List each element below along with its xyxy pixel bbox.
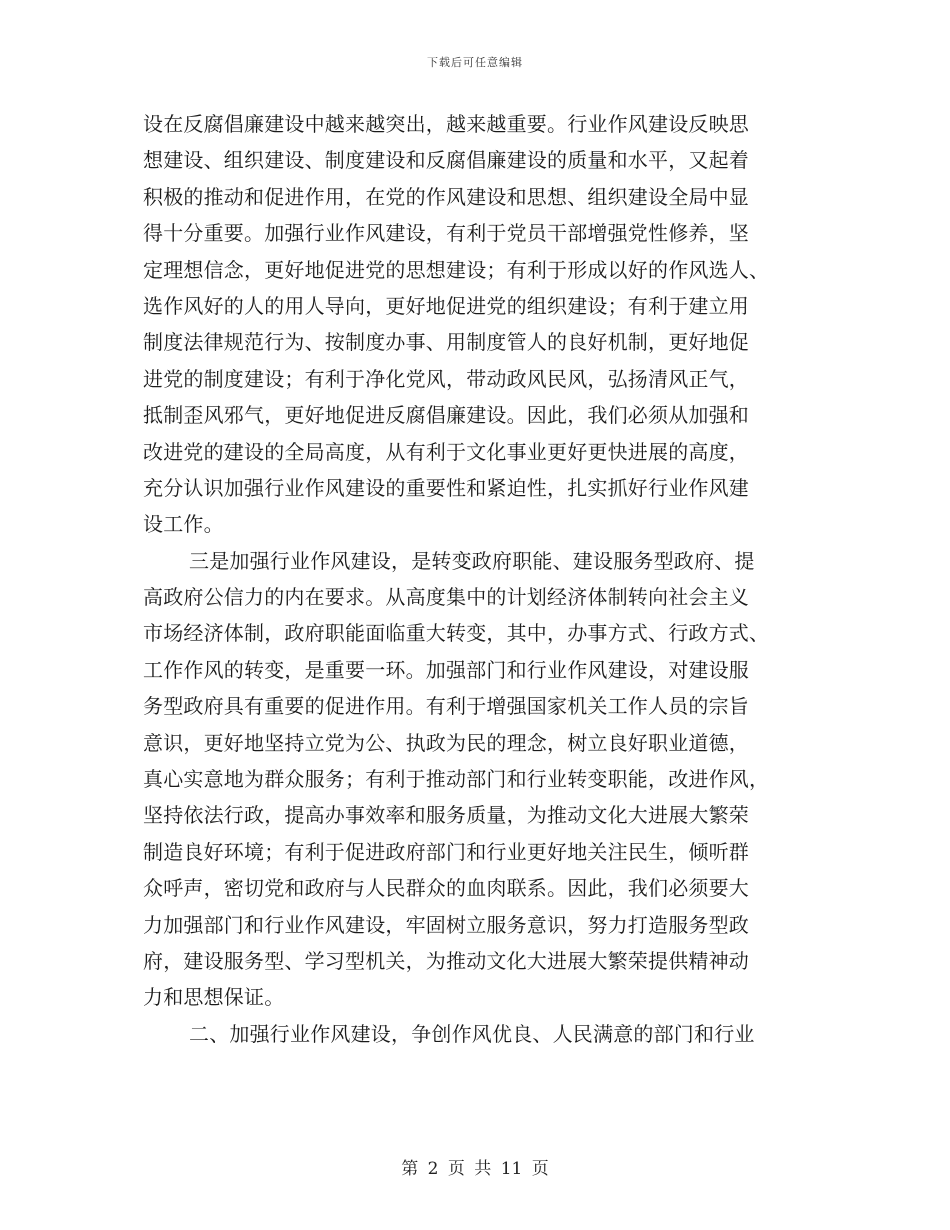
- text-line: 选作风好的人的用人导向，更好地促进党的组织建设；有利于建立用: [143, 293, 749, 318]
- text-line: 制造良好环境；有利于促进政府部门和行业更好地关注民生，倾听群: [143, 839, 749, 864]
- text-line: 工作作风的转变，是重要一环。加强部门和行业作风建设，对建设服: [143, 657, 749, 682]
- text-line: 积极的推动和促进作用，在党的作风建设和思想、组织建设全局中显: [143, 184, 749, 209]
- text-line: 真心实意地为群众服务；有利于推动部门和行业转变职能，改进作风，: [143, 767, 770, 792]
- text-line: 坚持依法行政，提高办事效率和服务质量，为推动文化大进展大繁荣: [143, 803, 749, 828]
- text-line: 进党的制度建设；有利于净化党风，带动政风民风，弘扬清风正气，: [143, 366, 749, 391]
- text-line: 改进党的建设的全局高度，从有利于文化事业更好更快进展的高度，: [143, 439, 749, 464]
- text-line: 意识，更好地坚持立党为公、执政为民的理念，树立良好职业道德，: [143, 730, 749, 755]
- text-line: 想建设、组织建设、制度建设和反腐倡廉建设的质量和水平，又起着: [143, 148, 749, 173]
- text-line: 定理想信念，更好地促进党的思想建设；有利于形成以好的作风选人、: [143, 257, 770, 282]
- page-number-footer: 第 2 页 共 11 页: [401, 1159, 549, 1179]
- text-line: 力和思想保证。: [143, 985, 285, 1010]
- text-line: 高政府公信力的内在要求。从高度集中的计划经济体制转向社会主义: [143, 585, 749, 610]
- paragraph-first-line: 三是加强行业作风建设，是转变政府职能、建设服务型政府、提: [189, 548, 755, 573]
- text-line: 抵制歪风邪气，更好地促进反腐倡廉建设。因此，我们必须从加强和: [143, 403, 749, 428]
- text-line: 得十分重要。加强行业作风建设，有利于党员干部增强党性修养，坚: [143, 221, 749, 246]
- text-line: 设在反腐倡廉建设中越来越突出，越来越重要。行业作风建设反映思: [143, 112, 749, 136]
- body-text: [143, 106, 823, 1052]
- text-line: 市场经济体制，政府职能面临重大转变，其中，办事方式、行政方式、: [143, 621, 770, 646]
- text-line: 充分认识加强行业作风建设的重要性和紧迫性，扎实抓好行业作风建: [143, 475, 749, 500]
- section-heading: 二、加强行业作风建设，争创作风优良、人民满意的部门和行业: [189, 1021, 755, 1046]
- text-line: 制度法律规范行为、按制度办事、用制度管人的良好机制，更好地促: [143, 330, 749, 355]
- text-line: 设工作。: [143, 512, 224, 537]
- text-line: 力加强部门和行业作风建设，牢固树立服务意识，努力打造服务型政: [143, 912, 749, 937]
- page-header: 下载后可任意编辑: [427, 56, 523, 69]
- text-line: 务型政府具有重要的促进作用。有利于增强国家机关工作人员的宗旨: [143, 694, 749, 719]
- text-line: 府，建设服务型、学习型机关，为推动文化大进展大繁荣提供精神动: [143, 948, 749, 973]
- text-line: 众呼声，密切党和政府与人民群众的血肉联系。因此，我们必须要大: [143, 876, 749, 901]
